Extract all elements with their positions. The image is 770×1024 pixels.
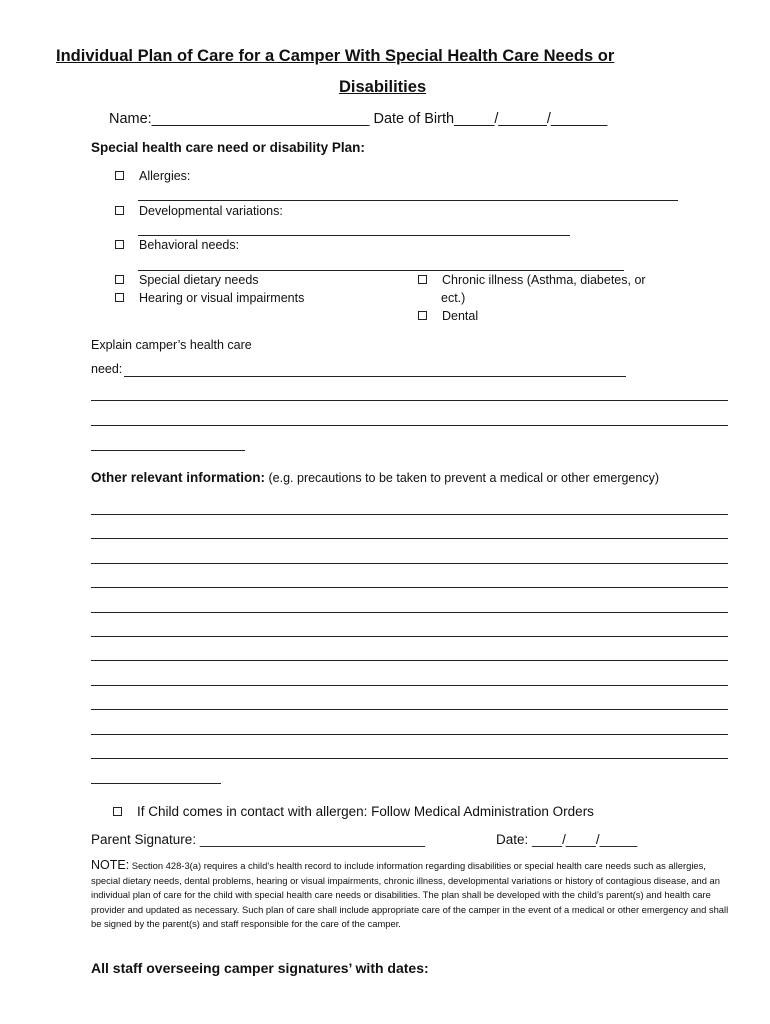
signature-date-field[interactable]: ____/____/_____ bbox=[532, 832, 638, 847]
checkbox-icon[interactable] bbox=[115, 293, 124, 302]
other-info-line[interactable] bbox=[91, 514, 728, 515]
explain-label-line2: need: bbox=[91, 362, 123, 376]
other-info-line[interactable] bbox=[91, 563, 728, 564]
plan-heading: Special health care need or disability Plan: bbox=[91, 140, 365, 155]
other-info-heading: Other relevant information: bbox=[91, 470, 266, 485]
other-info-heading-row bbox=[91, 470, 659, 485]
signature-date-row bbox=[496, 832, 637, 847]
page-title-line2: Disabilities bbox=[339, 78, 427, 96]
explain-line[interactable] bbox=[91, 425, 728, 426]
legal-note bbox=[91, 858, 736, 932]
signature-date-label: Date: bbox=[496, 832, 533, 847]
explain-line[interactable] bbox=[91, 450, 245, 451]
other-info-line[interactable] bbox=[91, 538, 728, 539]
checkbox-allergen-orders[interactable] bbox=[113, 804, 594, 819]
checkbox-icon[interactable] bbox=[418, 311, 427, 320]
checkbox-dietary[interactable] bbox=[115, 273, 259, 287]
dob-field[interactable]: _____/______/_______ bbox=[454, 111, 608, 127]
dob-label: Date of Birth bbox=[373, 111, 455, 127]
dental-label: Dental bbox=[442, 309, 479, 323]
allergies-line[interactable] bbox=[138, 200, 678, 201]
explain-line[interactable] bbox=[124, 376, 626, 377]
note-text: Section 428-3(a) requires a child’s health record to include information regarding disabilities or special health care needs such as allergies, special dietary needs, dental problems, hearing or visual impairments, chronic illness, developmental variations or history of contagious disease, and an individual plan of care for the child with special health care needs or disabilities. The plan shall be developed with the child’s parent(s) and health care provider and updated as necessary. Such plan of care shall include appropriate care of the camper in the event of a medical or other emergency and shall be signed by the parent(s) and staff responsible for the care of the camper. bbox=[91, 860, 729, 930]
checkbox-behavioral[interactable] bbox=[115, 238, 239, 252]
checkbox-hearing[interactable] bbox=[115, 291, 304, 305]
other-info-line[interactable] bbox=[91, 758, 728, 759]
chronic-label-line2: ect.) bbox=[441, 291, 466, 305]
other-info-line[interactable] bbox=[91, 783, 221, 784]
behavioral-line[interactable] bbox=[138, 270, 624, 271]
checkbox-dental[interactable] bbox=[418, 309, 478, 323]
parent-signature-row bbox=[91, 832, 425, 847]
developmental-label: Developmental variations: bbox=[139, 204, 283, 218]
other-info-hint: (e.g. precautions to be taken to prevent a medical or other emergency) bbox=[265, 471, 659, 485]
parent-signature-label: Parent Signature: bbox=[91, 832, 200, 847]
developmental-line[interactable] bbox=[138, 235, 570, 236]
other-info-line[interactable] bbox=[91, 734, 728, 735]
checkbox-chronic[interactable] bbox=[418, 273, 646, 287]
parent-signature-field[interactable]: ______________________________ bbox=[199, 832, 426, 847]
hearing-label: Hearing or visual impairments bbox=[139, 291, 305, 305]
name-label: Name: bbox=[109, 111, 152, 127]
other-info-line[interactable] bbox=[91, 709, 728, 710]
name-field[interactable]: ___________________________ bbox=[151, 111, 370, 127]
checkbox-icon[interactable] bbox=[418, 275, 427, 284]
checkbox-icon[interactable] bbox=[113, 807, 122, 816]
checkbox-icon[interactable] bbox=[115, 275, 124, 284]
explain-line[interactable] bbox=[91, 400, 728, 401]
checkbox-icon[interactable] bbox=[115, 240, 124, 249]
checkbox-icon[interactable] bbox=[115, 206, 124, 215]
other-info-line[interactable] bbox=[91, 636, 728, 637]
other-info-line[interactable] bbox=[91, 660, 728, 661]
page-title-line1: Individual Plan of Care for a Camper With Special Health Care Needs or bbox=[56, 47, 615, 65]
checkbox-icon[interactable] bbox=[115, 171, 124, 180]
behavioral-label: Behavioral needs: bbox=[139, 238, 240, 252]
name-dob-row bbox=[109, 111, 607, 127]
allergen-orders-label: If Child comes in contact with allergen: Follow Medical Administration Orders bbox=[137, 804, 594, 819]
other-info-line[interactable] bbox=[91, 685, 728, 686]
note-label: NOTE: bbox=[91, 858, 130, 872]
chronic-label-line1: Chronic illness (Asthma, diabetes, or bbox=[442, 273, 646, 287]
checkbox-developmental[interactable] bbox=[115, 204, 283, 218]
other-info-line[interactable] bbox=[91, 612, 728, 613]
dietary-label: Special dietary needs bbox=[139, 273, 259, 287]
checkbox-allergies[interactable] bbox=[115, 169, 190, 183]
explain-label-line1: Explain camper’s health care bbox=[91, 338, 252, 352]
allergies-label: Allergies: bbox=[139, 169, 191, 183]
staff-signatures-heading: All staff overseeing camper signatures’ with dates: bbox=[91, 960, 429, 976]
other-info-line[interactable] bbox=[91, 587, 728, 588]
